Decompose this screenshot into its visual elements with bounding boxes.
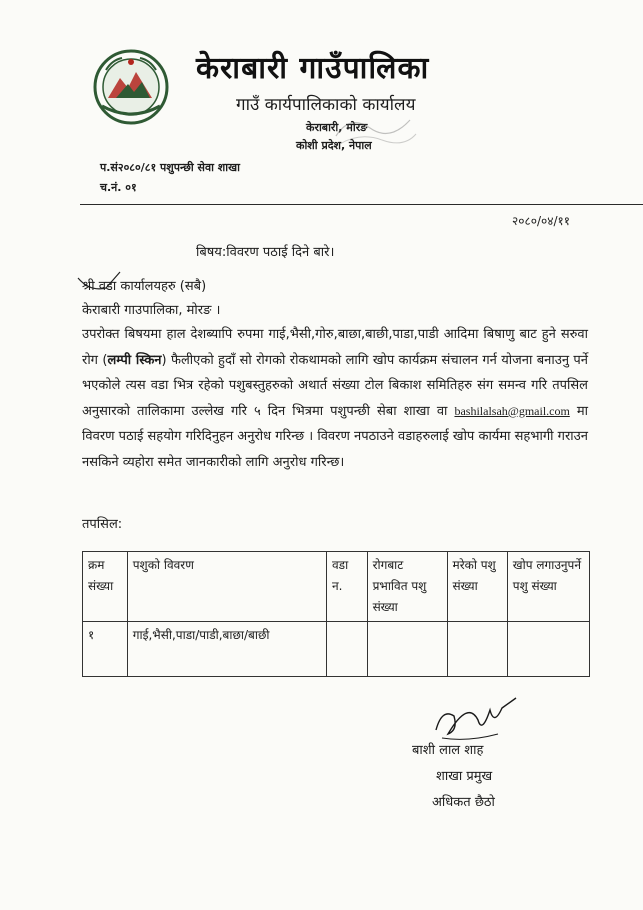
office-name: गाउँ कार्यपालिकाको कार्यालय [236, 95, 416, 115]
table-row [83, 622, 590, 677]
row-dead-count [447, 622, 507, 677]
contact-email[interactable]: bashilalsah@gmail.com [454, 403, 570, 418]
header-vaccine-count: खोप लगाउनुपर्ने पशु संख्या [507, 552, 589, 622]
body-part-3: मा विवरण पठाई सहयोग गरिदिनुहन अनुरोध गरिन्छ । विवरण नपठाउने वडाहरुलाई खोप कार्यमा सहभागी गराउन नसकिने व्यहोरा समेत जानकारीको लागि अनुरोध गरिन्छ। [82, 403, 588, 470]
recipient-line-1: श्री वडा कार्यालयहरु (सबै) [82, 279, 207, 294]
address-line-1: केराबारी, मोरङ [306, 121, 368, 134]
nepal-emblem-logo [92, 48, 170, 126]
faint-stamp-mark [330, 106, 420, 152]
org-name: केराबारी गाउँपालिका [196, 51, 430, 86]
header-animal-details: पशुको विवरण [127, 552, 326, 622]
signatory-title: अधिकत छैठो [432, 795, 495, 810]
row-animal-details: गाई,भैसी,पाडा/पाडी,बाछा/बाछी [127, 622, 326, 677]
letter-body [82, 322, 588, 475]
disease-name-highlight: लम्पी स्किन [107, 352, 162, 368]
letter-date: २०८०/०४/११ [512, 214, 571, 228]
dispatch-number: च.नं. ०१ [100, 181, 137, 194]
livestock-details-table [82, 551, 590, 677]
signatory-name: बाशी लाल शाह [412, 743, 484, 758]
body-part-2: ) फैलीएको हुदाँ सो रोगको रोकथामको लागि खोप कार्यक्रम संचालन गर्न योजना बनाउनु पर्ने भएकोले त्यस वडा भित्र रहेको पशुबस्तुहरुको अथार्त संख्या टोल बिकाश समितिहरु संग समन्व गरि तपसिल अनुसारको तालिकामा उल्लेख गरि ५ दिन भित्रमा पशुपन्छी सेबा शाखा वा [82, 352, 588, 419]
body-part-1: उपरोक्त बिषयमा हाल देशब्यापि रुपमा गाई,भैसी,गोरु,बाछा,बाछी,पाडा,पाडी आदिमा बिषाणु बाट हुने सरुवा रोग ( [82, 327, 588, 368]
row-serial: १ [83, 622, 128, 677]
details-label: तपसिल: [82, 517, 123, 532]
header-ward-no: वडा न. [326, 552, 367, 622]
header-dead-count: मरेको पशु संख्या [447, 552, 507, 622]
row-ward-no [326, 622, 367, 677]
header-serial: क्रम संख्या [83, 552, 128, 622]
table-header-row [83, 552, 590, 622]
signatory-post: शाखा प्रमुख [436, 769, 493, 784]
reference-number: प.सं२०८०/८१ पशुपन्छी सेवा शाखा [100, 161, 240, 174]
header-divider [80, 204, 643, 205]
address-line-2: कोशी प्रदेश, नेपाल [296, 139, 372, 152]
row-vaccine-count [507, 622, 589, 677]
recipient-line-2: केराबारी गाउपालिका, मोरङ । [82, 303, 221, 318]
row-affected-count [367, 622, 447, 677]
letter-subject: बिषय:विवरण पठाई दिने बारे। [196, 245, 335, 260]
header-affected-count: रोगबाट प्रभावित पशु संख्या [367, 552, 447, 622]
